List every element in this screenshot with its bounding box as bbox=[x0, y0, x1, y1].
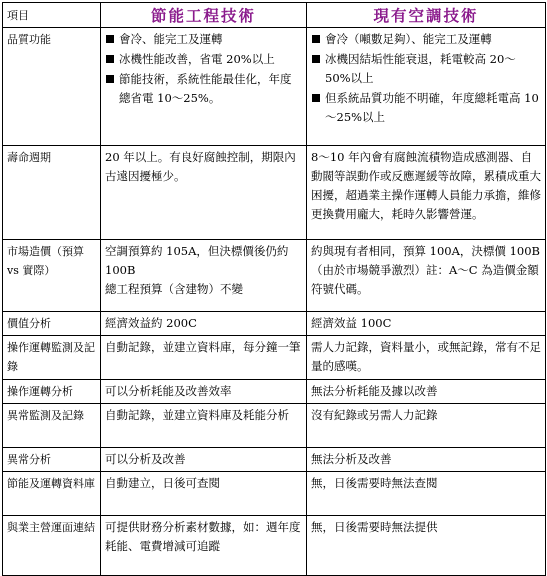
list-item: 會冷、能完工及運轉 bbox=[105, 30, 302, 49]
row-label: 壽命週期 bbox=[3, 146, 101, 240]
row-label: 操作運轉監測及記錄 bbox=[3, 336, 101, 380]
row-label: 與業主營運面連結 bbox=[3, 516, 101, 576]
list-item: 冰機因結垢性能衰退，耗電較高 20～50%以上 bbox=[311, 50, 541, 88]
table-row bbox=[3, 472, 546, 516]
existing-cell: 8～10 年內會有腐蝕流積物造成感測器、自動閥等誤動作或反應遲緩等故障，累積成重大困擾，超過業主操作運轉人員能力承擔，維修更換費用龐大，耗時久影響營運。 bbox=[307, 146, 546, 240]
row-label: 操作運轉分析 bbox=[3, 380, 101, 404]
list-item: 冰機性能改善，省電 20%以上 bbox=[105, 50, 302, 69]
table-row bbox=[3, 380, 546, 404]
row-label: 節能及運轉資料庫 bbox=[3, 472, 101, 516]
proposed-cell: 20 年以上。有良好腐蝕控制，期限內古遠因擾極少。 bbox=[101, 146, 307, 240]
row-label: 異常監測及記錄 bbox=[3, 404, 101, 448]
cell-line: 總工程預算（含建物）不變 bbox=[105, 282, 243, 296]
table-row bbox=[3, 448, 546, 472]
table-row bbox=[3, 28, 546, 146]
table-row bbox=[3, 516, 546, 576]
list-item: 節能技術，系統性能最佳化，年度總省電 10～25%。 bbox=[105, 70, 302, 108]
list-item: 但系統品質功能不明確，年度總耗電高 10～25%以上 bbox=[311, 89, 541, 127]
existing-cell bbox=[307, 28, 546, 146]
existing-cell: 約與現有者相同，預算 100A，決標價 100B（由於市場競爭激烈）註：A～C 為造價金額符號代碼。 bbox=[307, 240, 546, 312]
existing-cell: 無法分析耗能及據以改善 bbox=[307, 380, 546, 404]
table-row bbox=[3, 312, 546, 336]
row-label: 價值分析 bbox=[3, 312, 101, 336]
row-label: 異常分析 bbox=[3, 448, 101, 472]
existing-cell: 無，日後需要時無法查閱 bbox=[307, 472, 546, 516]
proposed-cell: 自動記錄，並建立資料庫，每分鐘一筆 bbox=[101, 336, 307, 380]
bullet-list bbox=[311, 30, 541, 127]
proposed-cell: 自動記錄，並建立資料庫及耗能分析 bbox=[101, 404, 307, 448]
bullet-list bbox=[105, 30, 302, 108]
comparison-table bbox=[2, 2, 546, 576]
header-row bbox=[3, 3, 546, 28]
existing-cell: 需人力記錄，資料量小，或無記錄，常有不足量的感嘆。 bbox=[307, 336, 546, 380]
header-item: 項目 bbox=[3, 3, 101, 28]
header-existing: 現有空調技術 bbox=[307, 3, 546, 28]
table-row bbox=[3, 336, 546, 380]
header-proposed: 節能工程技術 bbox=[101, 3, 307, 28]
proposed-cell: 可以分析耗能及改善效率 bbox=[101, 380, 307, 404]
existing-cell: 無，日後需要時無法提供 bbox=[307, 516, 546, 576]
existing-cell: 沒有紀錄或另需人力記錄 bbox=[307, 404, 546, 448]
row-label: 品質功能 bbox=[3, 28, 101, 146]
existing-cell: 經濟效益 100C bbox=[307, 312, 546, 336]
proposed-cell: 可提供財務分析素材數據，如：週年度耗能、電費增減可追蹤 bbox=[101, 516, 307, 576]
proposed-cell: 自動建立，日後可查閱 bbox=[101, 472, 307, 516]
table-row bbox=[3, 240, 546, 312]
table-row bbox=[3, 146, 546, 240]
cell-line: 空調預算約 105A，但決標價後仍約 100B bbox=[105, 244, 289, 277]
table-row bbox=[3, 404, 546, 448]
proposed-cell bbox=[101, 240, 307, 312]
existing-cell: 無法分析及改善 bbox=[307, 448, 546, 472]
proposed-cell: 經濟效益約 200C bbox=[101, 312, 307, 336]
list-item: 會冷（噸數足夠）、能完工及運轉 bbox=[311, 30, 541, 49]
row-label: 市場造價（預算 vs 實際） bbox=[3, 240, 101, 312]
proposed-cell: 可以分析及改善 bbox=[101, 448, 307, 472]
proposed-cell bbox=[101, 28, 307, 146]
